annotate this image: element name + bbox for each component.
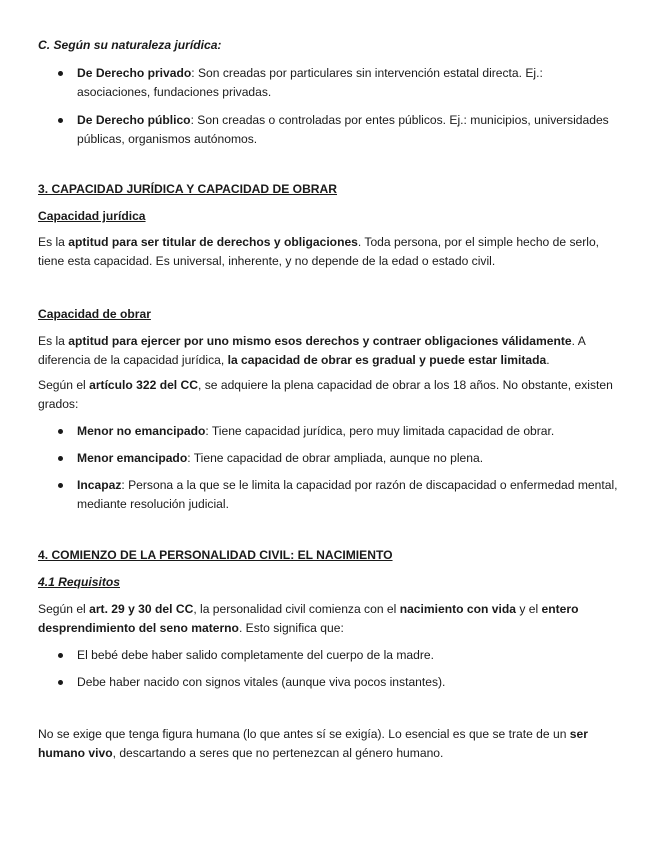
capacidad-juridica-subheading: Capacidad jurídica [38, 209, 146, 223]
requisitos-list [38, 646, 618, 692]
section-c-list [38, 64, 618, 149]
figura-humana-paragraph: No se exige que tenga figura humana (lo que antes sí se exigía). Lo esencial es que se trate de un ser humano vivo, descartando a seres que no pertenezcan al género humano. [38, 727, 588, 760]
capacidad-juridica-paragraph: Es la aptitud para ser titular de derechos y obligaciones. Toda persona, por el simple hecho de serlo, tiene esta capacidad. Es universal, inherente, y no depende de la edad o estado civil. [38, 235, 600, 268]
capacidad-obrar-subheading: Capacidad de obrar [38, 307, 151, 321]
section-c-heading: C. Según su naturaleza jurídica: [38, 38, 222, 52]
grados-list [38, 422, 618, 514]
section-4-heading: 4. COMIENZO DE LA PERSONALIDAD CIVIL: EL NACIMIENTO [38, 548, 393, 562]
capacidad-obrar-paragraph: Es la aptitud para ejercer por uno mismo esos derechos y contraer obligaciones válidamente. A diferencia de la capacidad jurídica, la capacidad de obrar es gradual y puede estar limitada. [38, 334, 586, 367]
list-item: Menor emancipado: Tiene capacidad de obrar ampliada, aunque no plena. [38, 449, 618, 468]
articulo-322-paragraph: Según el artículo 322 del CC, se adquiere la plena capacidad de obrar a los 18 años. No obstante, existen grados: [38, 378, 613, 411]
requisitos-paragraph: Según el art. 29 y 30 del CC, la personalidad civil comienza con el nacimiento con vida y el entero desprendimiento del seno materno. Esto significa que: [38, 602, 579, 635]
list-item: El bebé debe haber salido completamente del cuerpo de la madre. [38, 646, 618, 665]
list-item: Debe haber nacido con signos vitales (aunque viva pocos instantes). [38, 673, 618, 692]
list-item: De Derecho privado: Son creadas por particulares sin intervención estatal directa. Ej.: asociaciones, fundaciones privadas. [38, 64, 618, 102]
requisitos-subheading: 4.1 Requisitos [38, 575, 120, 589]
list-item: Incapaz: Persona a la que se le limita la capacidad por razón de discapacidad o enfermedad mental, mediante resolución judicial. [38, 476, 618, 514]
section-3-heading: 3. CAPACIDAD JURÍDICA Y CAPACIDAD DE OBRAR [38, 182, 338, 196]
list-item: De Derecho público: Son creadas o controladas por entes públicos. Ej.: municipios, universidades públicas, organismos autónomos. [38, 111, 618, 149]
list-item: Menor no emancipado: Tiene capacidad jurídica, pero muy limitada capacidad de obrar. [38, 422, 618, 441]
